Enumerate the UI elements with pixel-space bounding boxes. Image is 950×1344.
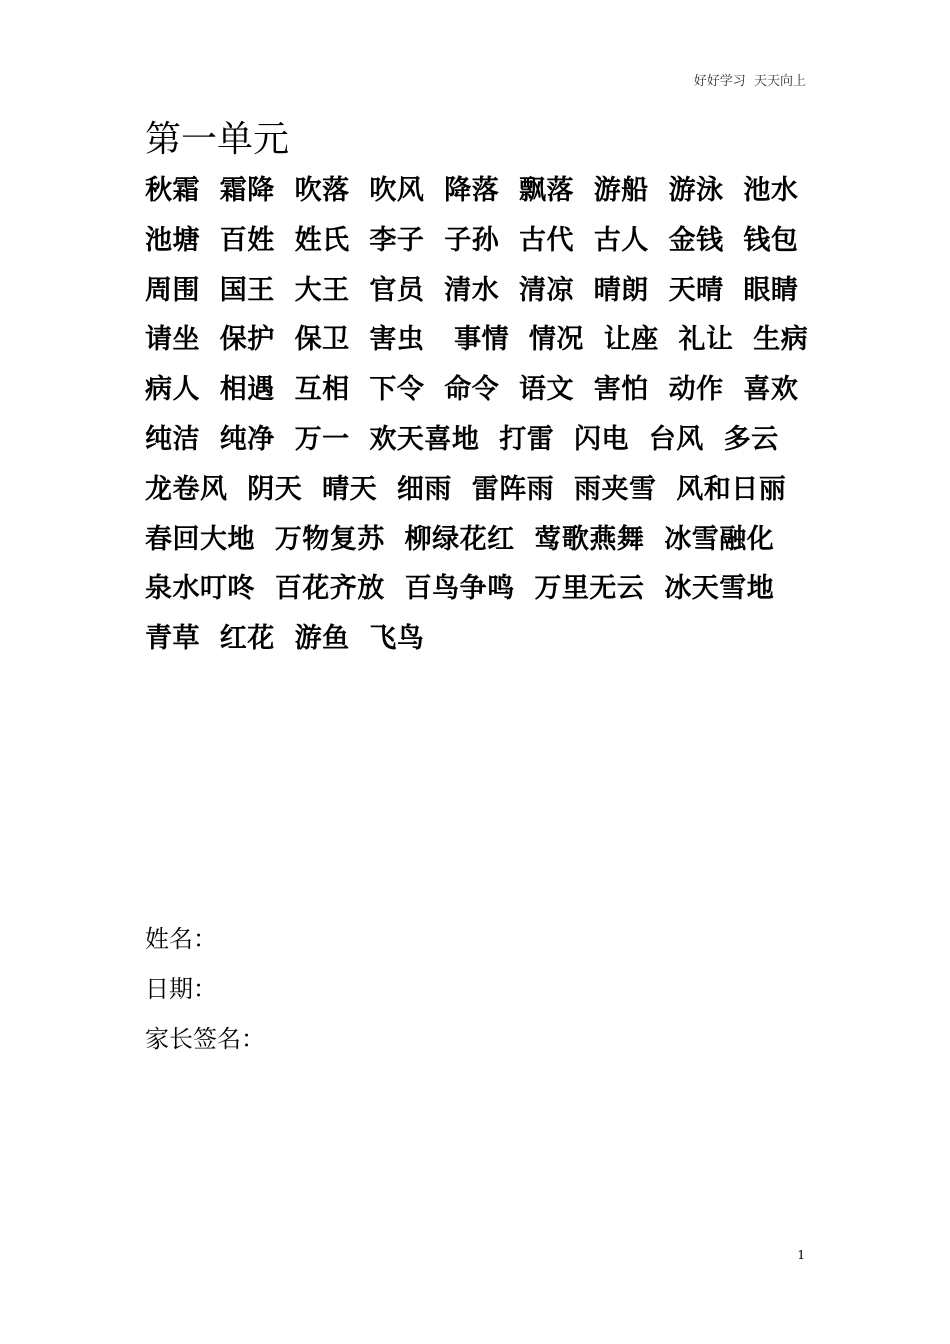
vocabulary-line: 请坐 保护 保卫 害虫 事情 情况 让座 礼让 生病 (145, 324, 809, 356)
vocabulary-line: 秋霜 霜降 吹落 吹风 降落 飘落 游船 游泳 池水 (145, 175, 799, 206)
vocabulary-line: 病人 相遇 互相 下令 命令 语文 害怕 动作 喜欢 (145, 374, 799, 406)
vocabulary-list (145, 166, 815, 664)
vocabulary-line: 纯洁 纯净 万一 欢天喜地 打雷 闪电 台风 多云 (145, 423, 779, 455)
unit-title: 第一单元 (145, 119, 290, 160)
parent-signature-label: 家长签名： (145, 1025, 265, 1053)
vocabulary-line: 池塘 百姓 姓氏 李子 子孙 古代 古人 金钱 钱包 (145, 224, 799, 256)
date-label: 日期： (145, 975, 217, 1003)
name-label: 姓名： (145, 925, 217, 953)
student-info (145, 914, 265, 1064)
vocabulary-line: 周围 国王 大王 官员 清水 清凉 晴朗 天晴 眼睛 (145, 274, 799, 306)
vocabulary-line: 青草 红花 游鱼 飞鸟 (145, 623, 425, 655)
page-header: 好好学习 天天向上 (693, 74, 806, 89)
page-number: 1 (797, 1248, 805, 1262)
vocabulary-line: 龙卷风 阴天 晴天 细雨 雷阵雨 雨夹雪 风和日丽 (145, 473, 787, 505)
vocabulary-line: 泉水叮咚 百花齐放 百鸟争鸣 万里无云 冰天雪地 (145, 573, 775, 605)
vocabulary-line: 春回大地 万物复苏 柳绿花红 莺歌燕舞 冰雪融化 (145, 523, 775, 555)
